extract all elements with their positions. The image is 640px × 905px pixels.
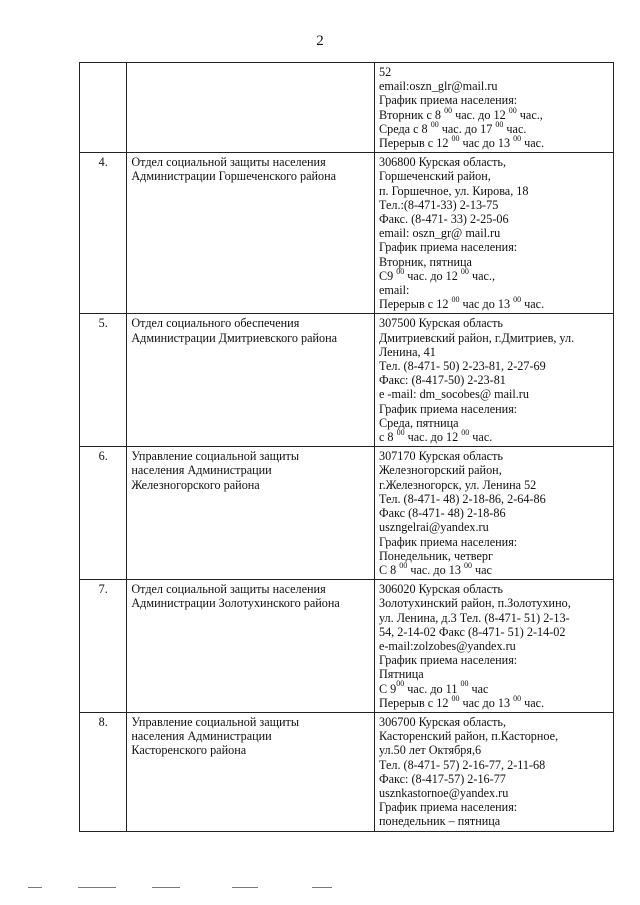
footer-rule <box>312 887 332 888</box>
contact-line <box>379 506 609 520</box>
contact-line <box>379 373 609 387</box>
contact-text: Тел.:(8-471-33) 2-13-75 <box>378 197 499 212</box>
contact-text: График приема населения: <box>378 401 518 416</box>
minutes-superscript: 00 <box>513 295 522 305</box>
organization-name-line: Администрации Золотухинского района <box>131 596 340 611</box>
contact-line <box>379 416 609 430</box>
contact-line <box>379 297 609 311</box>
contact-text: час. до 17 <box>438 121 496 136</box>
contact-text: с 8 <box>378 430 397 445</box>
contact-info-cell <box>374 314 613 447</box>
contact-line <box>379 240 609 254</box>
contact-line <box>379 800 609 814</box>
contact-line <box>379 786 609 800</box>
minutes-superscript: 00 <box>460 266 469 276</box>
organization-cell <box>127 580 375 713</box>
contact-text: Понедельник, четверг <box>378 548 493 563</box>
contact-text: 307500 Курская область <box>378 316 503 331</box>
contact-line <box>379 184 609 198</box>
organization-name-line: Администрации Дмитриевского района <box>131 330 338 345</box>
contact-text: час до 13 <box>459 136 514 151</box>
contact-info-cell <box>374 580 613 713</box>
contact-info-cell <box>374 153 613 314</box>
page-number: 2 <box>316 33 324 49</box>
minutes-superscript: 00 <box>508 105 517 115</box>
contact-line <box>379 625 609 639</box>
contact-line <box>379 814 609 828</box>
organization-name-line: Отдел социальной защиты населения <box>131 582 326 597</box>
contact-text: Тел. (8-471- 48) 2-18-86, 2-64-86 <box>378 491 546 506</box>
contact-line <box>379 729 609 743</box>
contact-text: Факс. (8-471- 33) 2-25-06 <box>378 212 509 227</box>
contact-line <box>379 772 609 786</box>
contact-text: С 9 <box>378 681 397 696</box>
contact-line <box>379 715 609 729</box>
contact-text: Железногорский район, <box>378 463 502 478</box>
minutes-superscript: 00 <box>460 679 469 689</box>
contact-text: С 8 <box>378 562 400 577</box>
organization-name-line: населения Администрации <box>131 729 272 744</box>
contact-line <box>379 316 609 330</box>
contact-text: час., <box>468 268 496 283</box>
contact-text: час. до 12 <box>404 430 462 445</box>
contact-text: Золотухинский район, п.Золотухино, <box>378 596 571 611</box>
contact-text: email: oszn_gr@ mail.ru <box>378 226 501 241</box>
contact-text: 306020 Курская область <box>378 582 503 597</box>
contact-line <box>379 93 609 107</box>
row-number-cell <box>80 580 127 713</box>
contact-line <box>378 560 609 577</box>
contact-info-cell <box>374 447 613 580</box>
contact-line <box>379 582 609 596</box>
contact-line <box>379 212 609 226</box>
contact-text: Горшеченский район, <box>378 169 491 184</box>
contact-text: час. до 12 <box>452 107 509 122</box>
row-number-cell <box>80 63 127 153</box>
contact-text: час до 13 <box>459 695 514 710</box>
contact-line <box>378 266 609 283</box>
contact-text: uszngelrai@yandex.ru <box>378 520 489 535</box>
organization-name-line: Отдел социальной защиты населения <box>131 155 326 170</box>
minutes-superscript: 00 <box>513 693 522 703</box>
organization-cell <box>127 153 375 314</box>
contact-text: час <box>468 681 489 696</box>
contact-text: Тел. (8-471- 57) 2-16-77, 2-11-68 <box>378 757 546 772</box>
contact-line <box>378 105 609 122</box>
minutes-superscript: 00 <box>495 119 504 129</box>
contact-text: График приема населения: <box>378 534 518 549</box>
organization-name-line: Администрации Горшеченского района <box>131 169 337 184</box>
minutes-superscript: 00 <box>461 428 470 438</box>
contact-line <box>378 679 609 696</box>
contact-line <box>379 283 609 297</box>
organization-cell <box>127 447 375 580</box>
contact-text: Вторник с 8 <box>378 107 445 122</box>
minutes-superscript: 00 <box>513 133 522 143</box>
contact-text: час <box>471 562 492 577</box>
row-number-cell <box>80 153 127 314</box>
contact-text: Перерыв с 12 <box>378 297 452 312</box>
contact-text: Ленина, 41 <box>378 344 436 359</box>
contact-text: 307170 Курская область <box>378 449 503 464</box>
contact-text: п. Горшечное, ул. Кирова, 18 <box>378 183 529 198</box>
contact-info-cell <box>374 63 613 153</box>
contact-text: График приема населения: <box>378 653 518 668</box>
table-row <box>80 712 614 831</box>
contact-text: e -mail: dm_socobes@ mail.ru <box>378 387 529 402</box>
contact-text: e-mail:zolzobes@yandex.ru <box>378 638 516 653</box>
contact-text: Факс: (8-417-57) 2-16-77 <box>378 771 506 786</box>
minutes-superscript: 00 <box>396 679 405 689</box>
contact-line <box>379 387 609 401</box>
contact-line <box>379 79 609 93</box>
contacts-table <box>79 62 614 832</box>
contact-line <box>379 653 609 667</box>
contact-line <box>379 758 609 772</box>
contact-line <box>379 359 609 373</box>
table-row <box>80 153 614 314</box>
contact-line <box>379 667 609 681</box>
organization-name-line: Управление социальной защиты <box>131 449 300 464</box>
contact-text: час. до 12 <box>404 268 461 283</box>
contact-line <box>379 430 609 444</box>
organization-name-line: населения Администрации <box>131 463 272 478</box>
contact-text: Среда с 8 <box>378 121 431 136</box>
contact-line <box>379 402 609 416</box>
contact-line <box>379 478 609 492</box>
organization-cell <box>127 314 375 447</box>
organization-name-line: Отдел социального обеспечения <box>131 316 300 331</box>
contact-line <box>379 639 609 653</box>
contact-line <box>379 743 609 757</box>
contact-text: 54, 2-14-02 Факс (8-471- 51) 2-14-02 <box>378 624 566 639</box>
footer-rule <box>232 887 258 888</box>
contact-text: Перерыв с 12 <box>378 695 452 710</box>
table-row <box>80 314 614 447</box>
contact-text: час. <box>469 430 493 445</box>
row-number: 7. <box>98 582 108 597</box>
contact-text: ул. Ленина, д.3 Тел. (8-471- 51) 2-13- <box>378 610 570 625</box>
contact-text: Касторенский район, п.Касторное, <box>378 729 559 744</box>
contact-text: понедельник – пятница <box>378 814 501 829</box>
table-body <box>80 63 614 832</box>
contact-text: Факс: (8-417-50) 2-23-81 <box>378 373 506 388</box>
minutes-superscript: 00 <box>463 560 472 570</box>
contact-text: ул.50 лет Октября,6 <box>378 743 482 758</box>
contact-line <box>379 611 609 625</box>
row-number: 6. <box>98 449 108 464</box>
table-row <box>80 580 614 713</box>
contact-line <box>379 226 609 240</box>
contact-line <box>378 133 609 151</box>
contact-text: 306800 Курская область, <box>378 155 507 170</box>
minutes-superscript: 00 <box>451 295 460 305</box>
contact-text: email: <box>378 283 410 298</box>
contact-text: час. <box>521 136 545 151</box>
contact-text: час., <box>516 107 543 122</box>
contact-text: Вторник, пятница <box>378 254 472 269</box>
contact-text: Среда, пятница <box>378 415 459 430</box>
organization-name-line: Касторенского района <box>131 743 247 758</box>
contact-text: г.Железногорск, ул. Ленина 52 <box>378 477 537 492</box>
contact-text: График приема населения: <box>378 93 518 108</box>
row-number-cell <box>80 314 127 447</box>
contact-text: час. <box>503 121 527 136</box>
organization-cell <box>127 63 375 153</box>
contact-text: 52 <box>378 65 392 79</box>
minutes-superscript: 00 <box>451 693 460 703</box>
contact-line <box>379 535 609 549</box>
organization-name-line: Железногорского района <box>131 477 260 492</box>
contact-text: usznkastornoe@yandex.ru <box>378 785 509 800</box>
row-number-cell <box>80 712 127 831</box>
organization-name-line: Управление социальной защиты <box>131 714 300 729</box>
contact-text: час. <box>521 695 545 710</box>
contact-line <box>379 449 609 463</box>
contact-text: Пятница <box>378 667 424 682</box>
contact-line <box>379 169 609 183</box>
footer-rule <box>28 887 42 888</box>
contact-line <box>379 255 609 269</box>
minutes-superscript: 00 <box>430 119 439 129</box>
minutes-superscript: 00 <box>444 105 453 115</box>
contact-line <box>378 119 609 136</box>
contact-line <box>378 693 609 710</box>
minutes-superscript: 00 <box>451 133 460 143</box>
contact-line <box>379 492 609 506</box>
contact-line <box>379 596 609 610</box>
contact-line <box>379 65 609 79</box>
contact-line <box>379 331 609 345</box>
contact-info-cell <box>374 712 613 831</box>
contact-line <box>379 463 609 477</box>
contact-text: Тел. (8-471- 50) 2-23-81, 2-27-69 <box>378 359 546 374</box>
contact-text: час до 13 <box>459 297 514 312</box>
row-number: 8. <box>98 714 108 729</box>
row-number: 5. <box>98 316 108 331</box>
contact-text: час. до 11 <box>404 681 461 696</box>
footer-rule <box>78 887 116 888</box>
contact-text: Перерыв с 12 <box>378 136 452 151</box>
organization-cell <box>127 712 375 831</box>
contact-line <box>379 345 609 359</box>
minutes-superscript: 00 <box>396 266 405 276</box>
contact-text: График приема населения: <box>378 240 518 255</box>
contact-text: email:oszn_glr@mail.ru <box>378 79 498 94</box>
table-row <box>80 447 614 580</box>
row-number-cell <box>80 447 127 580</box>
contact-text: С9 <box>378 268 397 283</box>
contact-text: Дмитриевский район, г.Дмитриев, ул. <box>378 330 575 345</box>
minutes-superscript: 00 <box>396 428 405 438</box>
contact-line <box>379 520 609 534</box>
contact-line <box>379 155 609 169</box>
minutes-superscript: 00 <box>399 560 408 570</box>
row-number: 4. <box>98 155 108 170</box>
contact-text: час. <box>521 297 545 312</box>
footer-rule <box>152 887 180 888</box>
contact-text: Факс (8-471- 48) 2-18-86 <box>378 506 506 521</box>
contact-text: час. до 13 <box>407 562 464 577</box>
contact-line <box>379 549 609 563</box>
contact-line <box>379 198 609 212</box>
contact-text: График приема населения: <box>378 800 518 815</box>
contact-text: 306700 Курская область, <box>378 714 507 729</box>
table-row <box>80 63 614 153</box>
